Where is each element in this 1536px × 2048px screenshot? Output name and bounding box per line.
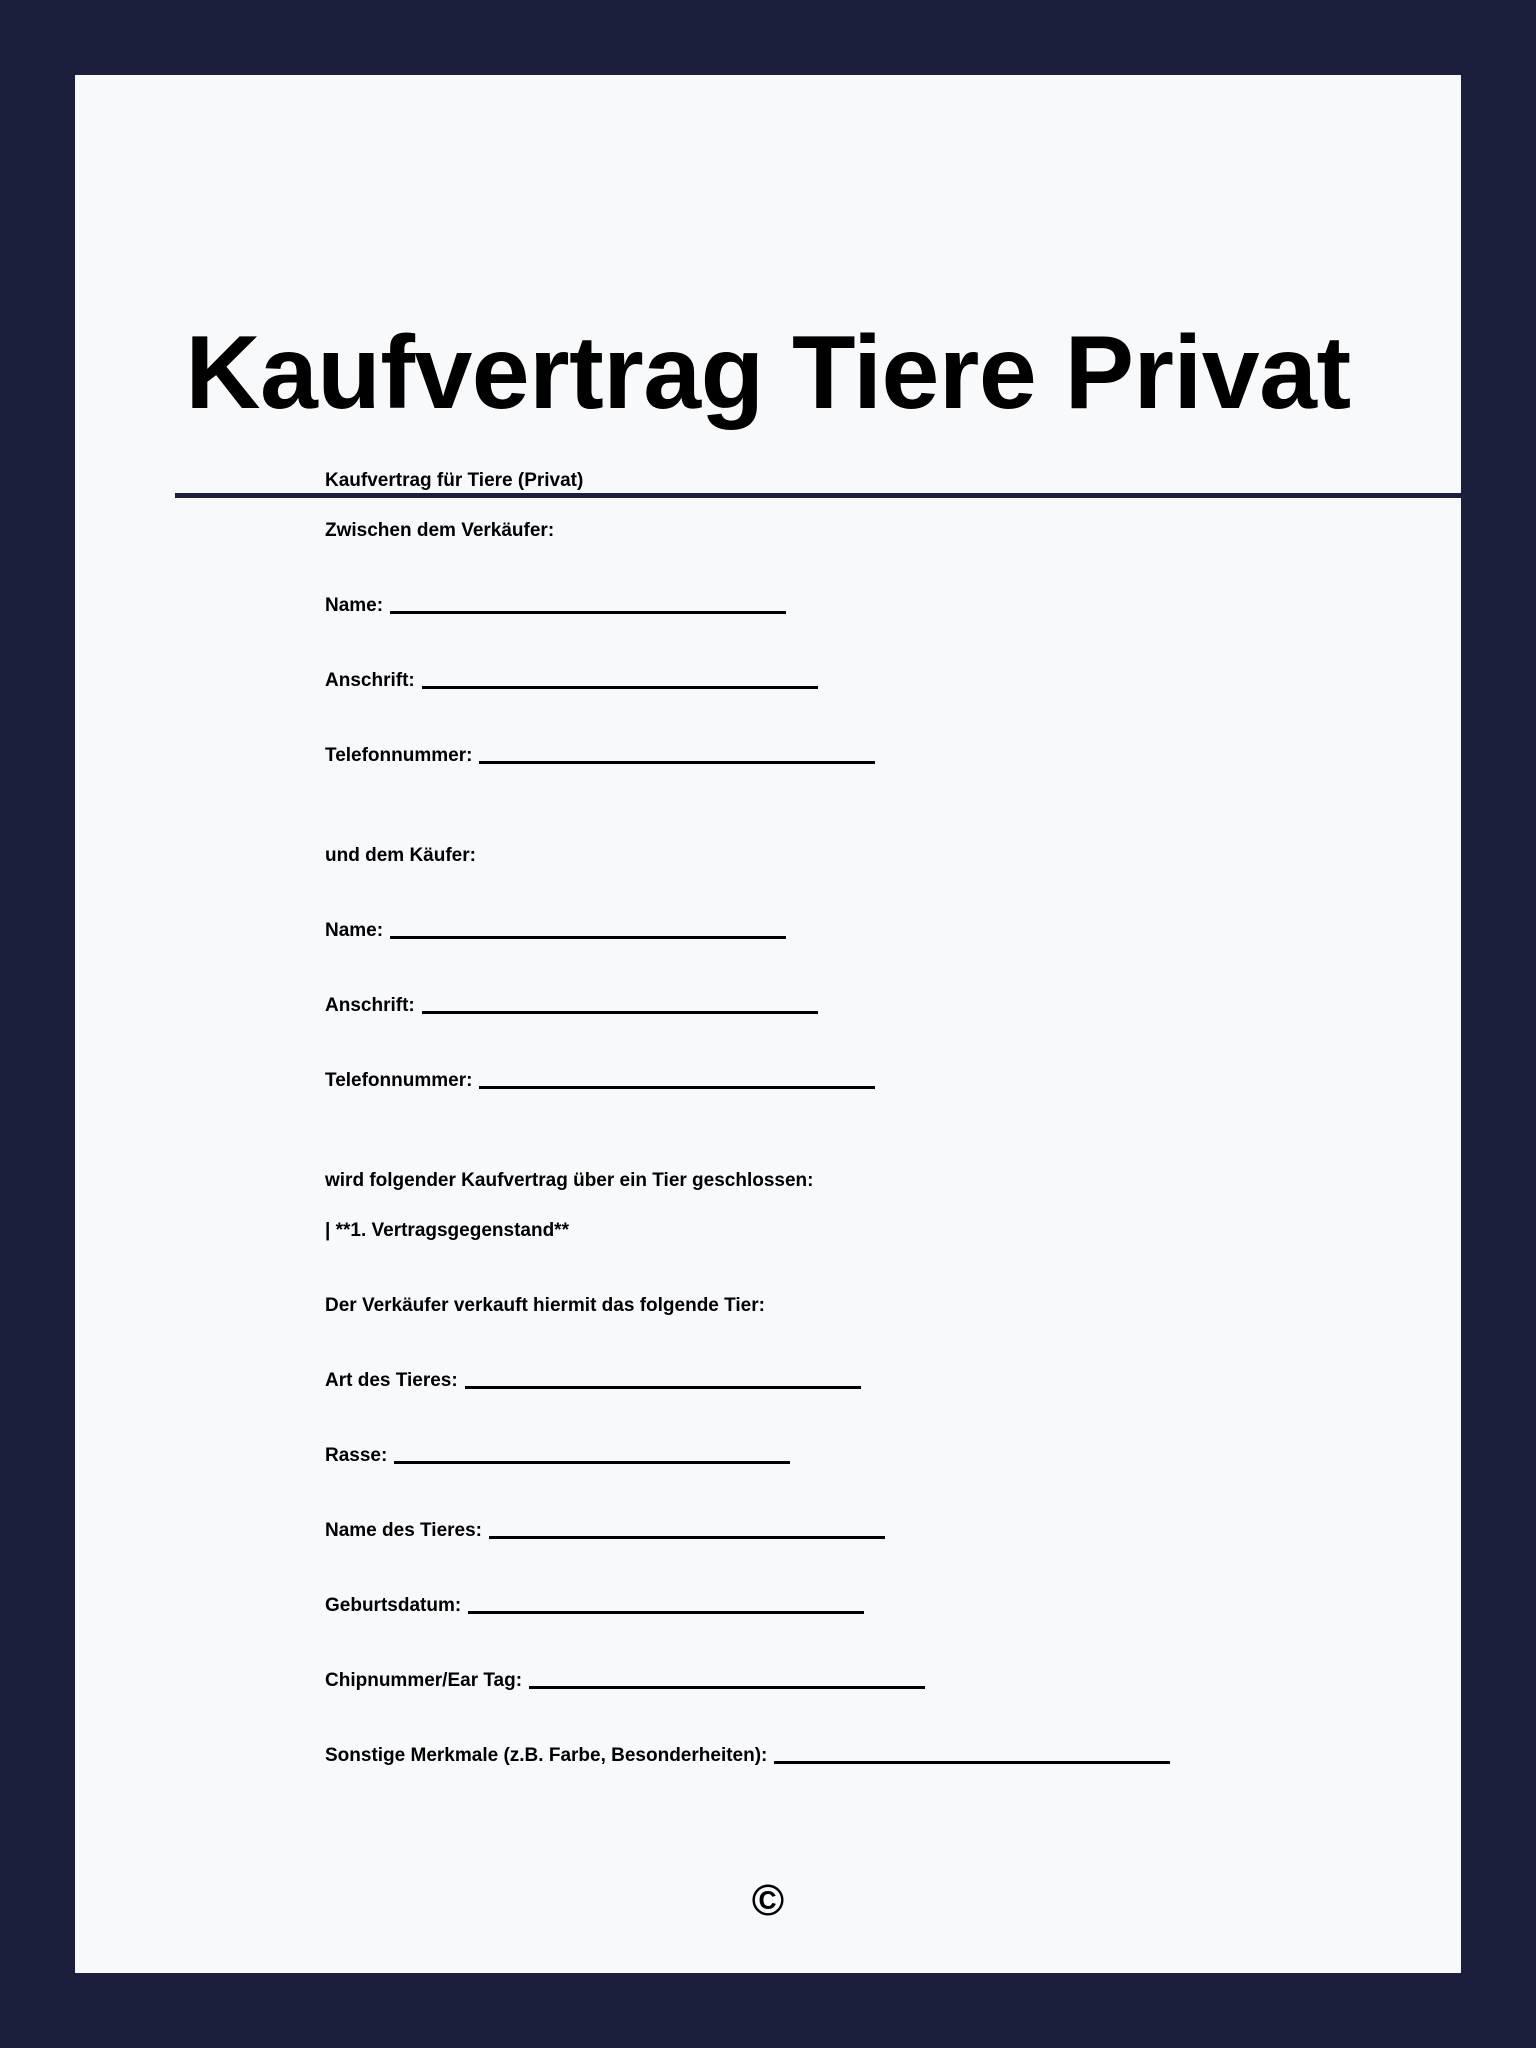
animal-features-row [325, 1744, 1170, 1768]
animal-birthdate-row [325, 1594, 864, 1618]
contract-subtitle: Kaufvertrag für Tiere (Privat) [325, 470, 584, 491]
section-1-intro: Der Verkäufer verkauft hiermit das folgende Tier: [325, 1295, 765, 1316]
buyer-name-field[interactable] [390, 936, 786, 939]
animal-chip-field[interactable] [529, 1686, 925, 1689]
seller-phone-field[interactable] [479, 761, 875, 764]
field-label: Sonstige Merkmale (z.B. Farbe, Besonderheiten): [325, 1745, 768, 1766]
document-page [75, 75, 1461, 1973]
seller-name-row [325, 594, 786, 618]
buyer-name-row [325, 919, 786, 943]
animal-birthdate-field[interactable] [468, 1611, 864, 1614]
animal-name-row [325, 1519, 885, 1543]
section-1-heading: | **1. Vertragsgegenstand** [325, 1220, 569, 1241]
seller-address-field[interactable] [422, 686, 818, 689]
title-divider [175, 493, 1512, 498]
buyer-address-field[interactable] [422, 1011, 818, 1014]
copyright-icon: © [751, 1876, 785, 1925]
field-label: Anschrift: [325, 670, 415, 691]
seller-phone-row [325, 744, 875, 768]
field-label: Name: [325, 595, 384, 616]
contract-intro: wird folgender Kaufvertrag über ein Tier geschlossen: [325, 1170, 814, 1191]
animal-breed-field[interactable] [394, 1461, 790, 1464]
buyer-intro: und dem Käufer: [325, 845, 476, 866]
field-label: Telefonnummer: [325, 1070, 473, 1091]
animal-features-field[interactable] [774, 1761, 1170, 1764]
field-label: Anschrift: [325, 995, 415, 1016]
document-title: Kaufvertrag Tiere Privat [185, 315, 1351, 431]
field-label: Name des Tieres: [325, 1520, 483, 1541]
field-label: Telefonnummer: [325, 745, 473, 766]
field-label: Name: [325, 920, 384, 941]
buyer-phone-row [325, 1069, 875, 1093]
buyer-phone-field[interactable] [479, 1086, 875, 1089]
seller-address-row [325, 669, 818, 693]
field-label: Geburtsdatum: [325, 1595, 462, 1616]
animal-breed-row [325, 1444, 790, 1468]
animal-type-row [325, 1369, 861, 1393]
animal-chip-row [325, 1669, 925, 1693]
animal-name-field[interactable] [489, 1536, 885, 1539]
seller-intro: Zwischen dem Verkäufer: [325, 520, 555, 541]
field-label: Chipnummer/Ear Tag: [325, 1670, 523, 1691]
field-label: Rasse: [325, 1445, 388, 1466]
seller-name-field[interactable] [390, 611, 786, 614]
buyer-address-row [325, 994, 818, 1018]
field-label: Art des Tieres: [325, 1370, 458, 1391]
animal-type-field[interactable] [465, 1386, 861, 1389]
